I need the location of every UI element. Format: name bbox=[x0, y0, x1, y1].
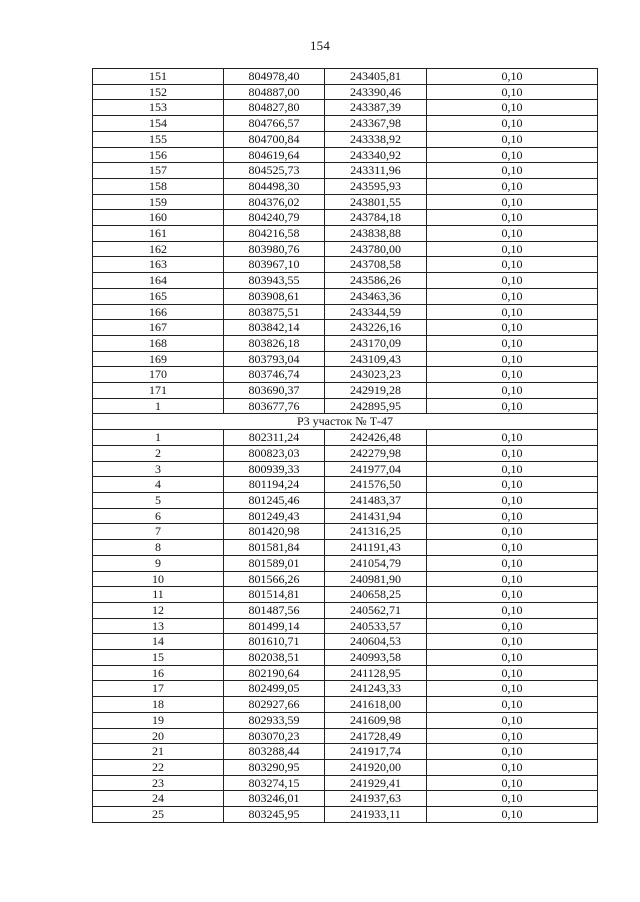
accuracy-cell: 0,10 bbox=[427, 744, 598, 760]
y-coordinate-cell: 241977,04 bbox=[325, 461, 427, 477]
table-row bbox=[93, 383, 598, 399]
table-row bbox=[93, 445, 598, 461]
x-coordinate-cell: 802933,59 bbox=[224, 712, 325, 728]
point-number-cell: 5 bbox=[93, 492, 224, 508]
table-row bbox=[93, 555, 598, 571]
accuracy-cell: 0,10 bbox=[427, 445, 598, 461]
point-number-cell: 161 bbox=[93, 226, 224, 242]
y-coordinate-cell: 243463,36 bbox=[325, 288, 427, 304]
y-coordinate-cell: 241609,98 bbox=[325, 712, 427, 728]
accuracy-cell: 0,10 bbox=[427, 775, 598, 791]
accuracy-cell: 0,10 bbox=[427, 759, 598, 775]
point-number-cell: 17 bbox=[93, 681, 224, 697]
table-row bbox=[93, 163, 598, 179]
point-number-cell: 15 bbox=[93, 650, 224, 666]
table-row bbox=[93, 524, 598, 540]
table-row bbox=[93, 540, 598, 556]
y-coordinate-cell: 243170,09 bbox=[325, 335, 427, 351]
x-coordinate-cell: 801499,14 bbox=[224, 618, 325, 634]
y-coordinate-cell: 241054,79 bbox=[325, 555, 427, 571]
point-number-cell: 169 bbox=[93, 351, 224, 367]
point-number-cell: 157 bbox=[93, 163, 224, 179]
point-number-cell: 13 bbox=[93, 618, 224, 634]
x-coordinate-cell: 803967,10 bbox=[224, 257, 325, 273]
table-row bbox=[93, 178, 598, 194]
y-coordinate-cell: 243708,58 bbox=[325, 257, 427, 273]
x-coordinate-cell: 804827,80 bbox=[224, 100, 325, 116]
x-coordinate-cell: 800823,03 bbox=[224, 445, 325, 461]
y-coordinate-cell: 243586,26 bbox=[325, 273, 427, 289]
table-row bbox=[93, 618, 598, 634]
x-coordinate-cell: 803246,01 bbox=[224, 791, 325, 807]
y-coordinate-cell: 243780,00 bbox=[325, 241, 427, 257]
x-coordinate-cell: 804525,73 bbox=[224, 163, 325, 179]
y-coordinate-cell: 242426,48 bbox=[325, 430, 427, 446]
accuracy-cell: 0,10 bbox=[427, 257, 598, 273]
point-number-cell: 165 bbox=[93, 288, 224, 304]
x-coordinate-cell: 803908,61 bbox=[224, 288, 325, 304]
x-coordinate-cell: 803288,44 bbox=[224, 744, 325, 760]
point-number-cell: 170 bbox=[93, 367, 224, 383]
x-coordinate-cell: 801610,71 bbox=[224, 634, 325, 650]
x-coordinate-cell: 802927,66 bbox=[224, 697, 325, 713]
table-row bbox=[93, 100, 598, 116]
table-row bbox=[93, 775, 598, 791]
table-row bbox=[93, 335, 598, 351]
accuracy-cell: 0,10 bbox=[427, 587, 598, 603]
table-row bbox=[93, 681, 598, 697]
y-coordinate-cell: 241920,00 bbox=[325, 759, 427, 775]
accuracy-cell: 0,10 bbox=[427, 320, 598, 336]
point-number-cell: 3 bbox=[93, 461, 224, 477]
page-number: 154 bbox=[309, 38, 331, 53]
y-coordinate-cell: 243595,93 bbox=[325, 178, 427, 194]
point-number-cell: 4 bbox=[93, 477, 224, 493]
point-number-cell: 1 bbox=[93, 398, 224, 414]
x-coordinate-cell: 804216,58 bbox=[224, 226, 325, 242]
x-coordinate-cell: 801589,01 bbox=[224, 555, 325, 571]
point-number-cell: 10 bbox=[93, 571, 224, 587]
x-coordinate-cell: 803690,37 bbox=[224, 383, 325, 399]
x-coordinate-cell: 803842,14 bbox=[224, 320, 325, 336]
x-coordinate-cell: 804700,84 bbox=[224, 131, 325, 147]
point-number-cell: 171 bbox=[93, 383, 224, 399]
point-number-cell: 158 bbox=[93, 178, 224, 194]
accuracy-cell: 0,10 bbox=[427, 697, 598, 713]
x-coordinate-cell: 804376,02 bbox=[224, 194, 325, 210]
table-row bbox=[93, 697, 598, 713]
x-coordinate-cell: 803245,95 bbox=[224, 807, 325, 823]
x-coordinate-cell: 802499,05 bbox=[224, 681, 325, 697]
point-number-cell: 162 bbox=[93, 241, 224, 257]
y-coordinate-cell: 240658,25 bbox=[325, 587, 427, 603]
accuracy-cell: 0,10 bbox=[427, 461, 598, 477]
x-coordinate-cell: 803677,76 bbox=[224, 398, 325, 414]
table-row bbox=[93, 728, 598, 744]
x-coordinate-cell: 803290,95 bbox=[224, 759, 325, 775]
y-coordinate-cell: 240993,58 bbox=[325, 650, 427, 666]
x-coordinate-cell: 803980,76 bbox=[224, 241, 325, 257]
y-coordinate-cell: 243801,55 bbox=[325, 194, 427, 210]
accuracy-cell: 0,10 bbox=[427, 492, 598, 508]
y-coordinate-cell: 243023,23 bbox=[325, 367, 427, 383]
point-number-cell: 11 bbox=[93, 587, 224, 603]
table-row bbox=[93, 304, 598, 320]
section-title: Р3 участок № Т-47 bbox=[93, 414, 598, 430]
y-coordinate-cell: 243338,92 bbox=[325, 131, 427, 147]
y-coordinate-cell: 243838,88 bbox=[325, 226, 427, 242]
point-number-cell: 152 bbox=[93, 84, 224, 100]
x-coordinate-cell: 804978,40 bbox=[224, 69, 325, 85]
accuracy-cell: 0,10 bbox=[427, 383, 598, 399]
table-row bbox=[93, 398, 598, 414]
coordinates-table bbox=[92, 68, 598, 823]
accuracy-cell: 0,10 bbox=[427, 791, 598, 807]
point-number-cell: 7 bbox=[93, 524, 224, 540]
point-number-cell: 6 bbox=[93, 508, 224, 524]
x-coordinate-cell: 804240,79 bbox=[224, 210, 325, 226]
x-coordinate-cell: 802190,64 bbox=[224, 665, 325, 681]
x-coordinate-cell: 801487,56 bbox=[224, 602, 325, 618]
point-number-cell: 167 bbox=[93, 320, 224, 336]
y-coordinate-cell: 243344,59 bbox=[325, 304, 427, 320]
point-number-cell: 153 bbox=[93, 100, 224, 116]
point-number-cell: 9 bbox=[93, 555, 224, 571]
accuracy-cell: 0,10 bbox=[427, 210, 598, 226]
y-coordinate-cell: 243387,39 bbox=[325, 100, 427, 116]
x-coordinate-cell: 802038,51 bbox=[224, 650, 325, 666]
accuracy-cell: 0,10 bbox=[427, 288, 598, 304]
accuracy-cell: 0,10 bbox=[427, 304, 598, 320]
point-number-cell: 21 bbox=[93, 744, 224, 760]
point-number-cell: 19 bbox=[93, 712, 224, 728]
y-coordinate-cell: 241431,94 bbox=[325, 508, 427, 524]
y-coordinate-cell: 241933,11 bbox=[325, 807, 427, 823]
x-coordinate-cell: 804766,57 bbox=[224, 116, 325, 132]
x-coordinate-cell: 800939,33 bbox=[224, 461, 325, 477]
table-row bbox=[93, 367, 598, 383]
table-row bbox=[93, 665, 598, 681]
accuracy-cell: 0,10 bbox=[427, 477, 598, 493]
point-number-cell: 18 bbox=[93, 697, 224, 713]
x-coordinate-cell: 804887,00 bbox=[224, 84, 325, 100]
table-row bbox=[93, 84, 598, 100]
y-coordinate-cell: 240981,90 bbox=[325, 571, 427, 587]
x-coordinate-cell: 801249,43 bbox=[224, 508, 325, 524]
x-coordinate-cell: 803943,55 bbox=[224, 273, 325, 289]
y-coordinate-cell: 241937,63 bbox=[325, 791, 427, 807]
accuracy-cell: 0,10 bbox=[427, 602, 598, 618]
table-row bbox=[93, 273, 598, 289]
y-coordinate-cell: 241728,49 bbox=[325, 728, 427, 744]
y-coordinate-cell: 243405,81 bbox=[325, 69, 427, 85]
table-row bbox=[93, 477, 598, 493]
accuracy-cell: 0,10 bbox=[427, 194, 598, 210]
table-row bbox=[93, 791, 598, 807]
x-coordinate-cell: 803274,15 bbox=[224, 775, 325, 791]
point-number-cell: 23 bbox=[93, 775, 224, 791]
x-coordinate-cell: 803746,74 bbox=[224, 367, 325, 383]
table-row bbox=[93, 571, 598, 587]
accuracy-cell: 0,10 bbox=[427, 508, 598, 524]
y-coordinate-cell: 241618,00 bbox=[325, 697, 427, 713]
table-row bbox=[93, 257, 598, 273]
x-coordinate-cell: 801514,81 bbox=[224, 587, 325, 603]
y-coordinate-cell: 240562,71 bbox=[325, 602, 427, 618]
point-number-cell: 2 bbox=[93, 445, 224, 461]
y-coordinate-cell: 240533,57 bbox=[325, 618, 427, 634]
table-row bbox=[93, 508, 598, 524]
table-row bbox=[93, 461, 598, 477]
table-row bbox=[93, 634, 598, 650]
accuracy-cell: 0,10 bbox=[427, 728, 598, 744]
accuracy-cell: 0,10 bbox=[427, 665, 598, 681]
point-number-cell: 154 bbox=[93, 116, 224, 132]
y-coordinate-cell: 243311,96 bbox=[325, 163, 427, 179]
accuracy-cell: 0,10 bbox=[427, 273, 598, 289]
table-row bbox=[93, 492, 598, 508]
table-row bbox=[93, 241, 598, 257]
accuracy-cell: 0,10 bbox=[427, 163, 598, 179]
table-row bbox=[93, 744, 598, 760]
point-number-cell: 156 bbox=[93, 147, 224, 163]
table-row bbox=[93, 226, 598, 242]
accuracy-cell: 0,10 bbox=[427, 681, 598, 697]
table-row bbox=[93, 807, 598, 823]
table-row bbox=[93, 351, 598, 367]
point-number-cell: 12 bbox=[93, 602, 224, 618]
x-coordinate-cell: 801420,98 bbox=[224, 524, 325, 540]
accuracy-cell: 0,10 bbox=[427, 524, 598, 540]
table-row bbox=[93, 210, 598, 226]
y-coordinate-cell: 241576,50 bbox=[325, 477, 427, 493]
accuracy-cell: 0,10 bbox=[427, 226, 598, 242]
section-row bbox=[93, 414, 598, 430]
table-row bbox=[93, 194, 598, 210]
accuracy-cell: 0,10 bbox=[427, 367, 598, 383]
table-row bbox=[93, 288, 598, 304]
x-coordinate-cell: 804619,64 bbox=[224, 147, 325, 163]
y-coordinate-cell: 243226,16 bbox=[325, 320, 427, 336]
table-row bbox=[93, 712, 598, 728]
point-number-cell: 8 bbox=[93, 540, 224, 556]
y-coordinate-cell: 240604,53 bbox=[325, 634, 427, 650]
y-coordinate-cell: 241316,25 bbox=[325, 524, 427, 540]
table-row bbox=[93, 602, 598, 618]
accuracy-cell: 0,10 bbox=[427, 712, 598, 728]
x-coordinate-cell: 801194,24 bbox=[224, 477, 325, 493]
x-coordinate-cell: 801566,26 bbox=[224, 571, 325, 587]
point-number-cell: 163 bbox=[93, 257, 224, 273]
y-coordinate-cell: 243109,43 bbox=[325, 351, 427, 367]
table-row bbox=[93, 650, 598, 666]
point-number-cell: 20 bbox=[93, 728, 224, 744]
y-coordinate-cell: 243390,46 bbox=[325, 84, 427, 100]
table-row bbox=[93, 587, 598, 603]
x-coordinate-cell: 803826,18 bbox=[224, 335, 325, 351]
accuracy-cell: 0,10 bbox=[427, 634, 598, 650]
y-coordinate-cell: 241929,41 bbox=[325, 775, 427, 791]
point-number-cell: 166 bbox=[93, 304, 224, 320]
accuracy-cell: 0,10 bbox=[427, 335, 598, 351]
x-coordinate-cell: 801245,46 bbox=[224, 492, 325, 508]
table-row bbox=[93, 430, 598, 446]
y-coordinate-cell: 241917,74 bbox=[325, 744, 427, 760]
table-row bbox=[93, 131, 598, 147]
accuracy-cell: 0,10 bbox=[427, 178, 598, 194]
point-number-cell: 1 bbox=[93, 430, 224, 446]
point-number-cell: 151 bbox=[93, 69, 224, 85]
accuracy-cell: 0,10 bbox=[427, 555, 598, 571]
y-coordinate-cell: 241243,33 bbox=[325, 681, 427, 697]
y-coordinate-cell: 243340,92 bbox=[325, 147, 427, 163]
accuracy-cell: 0,10 bbox=[427, 100, 598, 116]
accuracy-cell: 0,10 bbox=[427, 147, 598, 163]
y-coordinate-cell: 241191,43 bbox=[325, 540, 427, 556]
y-coordinate-cell: 242279,98 bbox=[325, 445, 427, 461]
y-coordinate-cell: 243367,98 bbox=[325, 116, 427, 132]
x-coordinate-cell: 803793,04 bbox=[224, 351, 325, 367]
table-row bbox=[93, 69, 598, 85]
accuracy-cell: 0,10 bbox=[427, 398, 598, 414]
x-coordinate-cell: 803070,23 bbox=[224, 728, 325, 744]
accuracy-cell: 0,10 bbox=[427, 571, 598, 587]
table-row bbox=[93, 320, 598, 336]
point-number-cell: 25 bbox=[93, 807, 224, 823]
accuracy-cell: 0,10 bbox=[427, 84, 598, 100]
point-number-cell: 164 bbox=[93, 273, 224, 289]
y-coordinate-cell: 241128,95 bbox=[325, 665, 427, 681]
point-number-cell: 160 bbox=[93, 210, 224, 226]
accuracy-cell: 0,10 bbox=[427, 131, 598, 147]
y-coordinate-cell: 242895,95 bbox=[325, 398, 427, 414]
y-coordinate-cell: 241483,37 bbox=[325, 492, 427, 508]
table-row bbox=[93, 759, 598, 775]
x-coordinate-cell: 802311,24 bbox=[224, 430, 325, 446]
accuracy-cell: 0,10 bbox=[427, 540, 598, 556]
coordinates-table-body bbox=[93, 69, 598, 823]
x-coordinate-cell: 804498,30 bbox=[224, 178, 325, 194]
point-number-cell: 168 bbox=[93, 335, 224, 351]
point-number-cell: 16 bbox=[93, 665, 224, 681]
y-coordinate-cell: 242919,28 bbox=[325, 383, 427, 399]
accuracy-cell: 0,10 bbox=[427, 618, 598, 634]
y-coordinate-cell: 243784,18 bbox=[325, 210, 427, 226]
point-number-cell: 22 bbox=[93, 759, 224, 775]
point-number-cell: 159 bbox=[93, 194, 224, 210]
x-coordinate-cell: 801581,84 bbox=[224, 540, 325, 556]
point-number-cell: 24 bbox=[93, 791, 224, 807]
accuracy-cell: 0,10 bbox=[427, 116, 598, 132]
accuracy-cell: 0,10 bbox=[427, 241, 598, 257]
accuracy-cell: 0,10 bbox=[427, 351, 598, 367]
accuracy-cell: 0,10 bbox=[427, 650, 598, 666]
point-number-cell: 155 bbox=[93, 131, 224, 147]
table-row bbox=[93, 116, 598, 132]
table-row bbox=[93, 147, 598, 163]
point-number-cell: 14 bbox=[93, 634, 224, 650]
accuracy-cell: 0,10 bbox=[427, 430, 598, 446]
accuracy-cell: 0,10 bbox=[427, 69, 598, 85]
x-coordinate-cell: 803875,51 bbox=[224, 304, 325, 320]
accuracy-cell: 0,10 bbox=[427, 807, 598, 823]
